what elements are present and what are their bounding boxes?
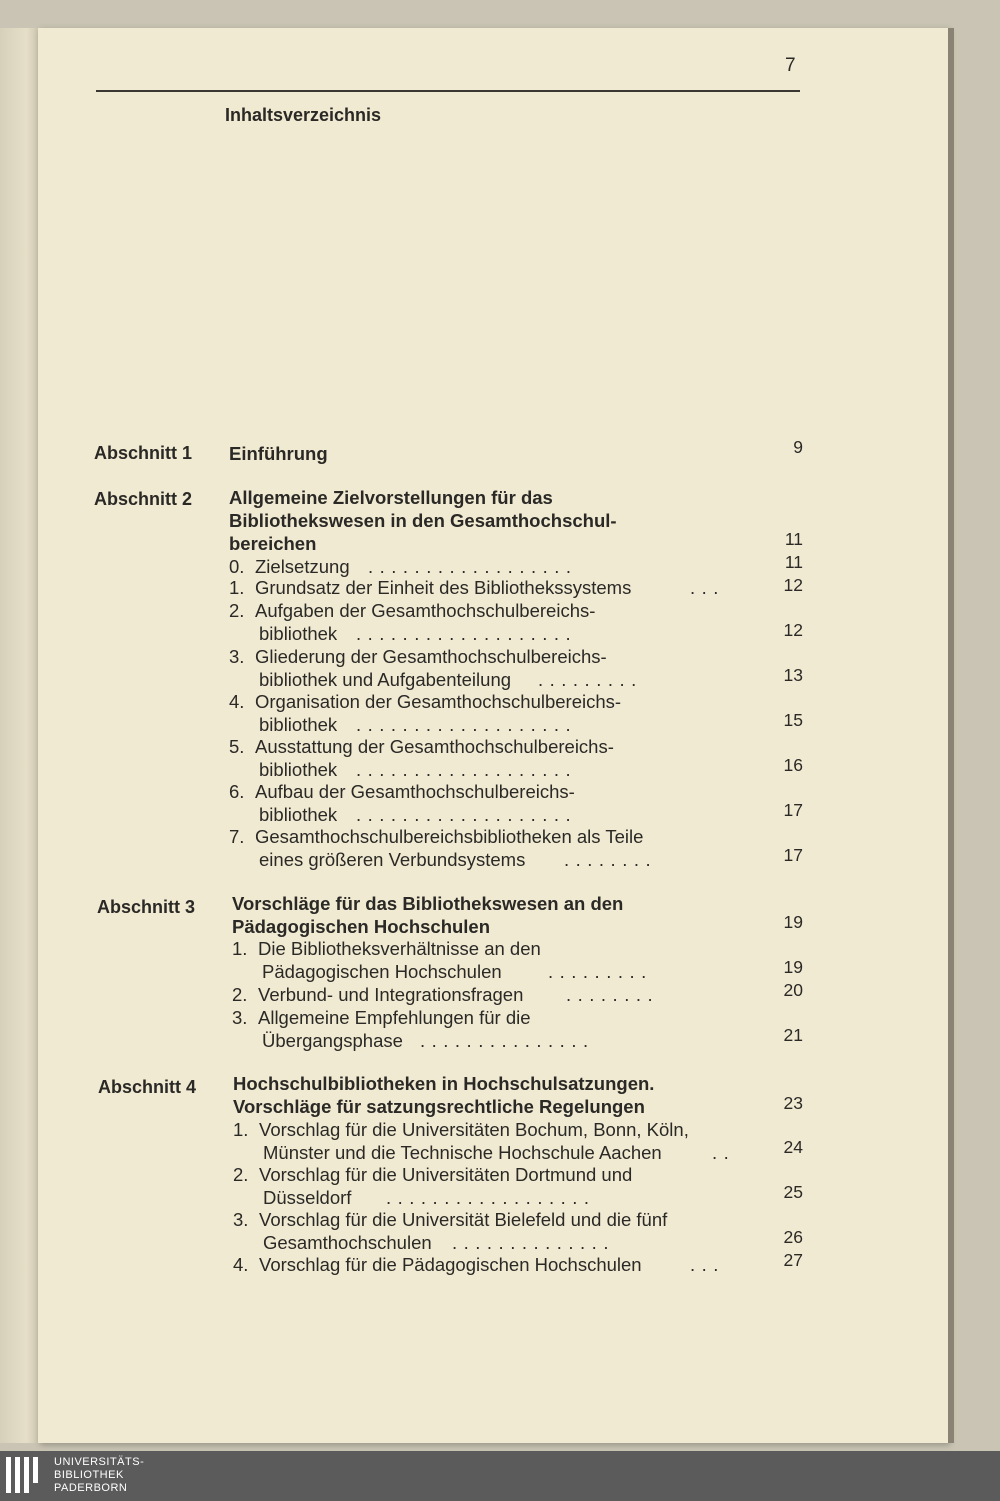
entry-text: bibliothek und Aufgabenteilung: [259, 669, 512, 690]
entry-number: 3.: [229, 646, 245, 667]
section-heading-line: Vorschläge für satzungsrechtliche Regelungen: [233, 1096, 645, 1117]
entry-text: Grundsatz der Einheit des Bibliothekssystems: [255, 577, 632, 598]
section-heading: Einführung: [229, 443, 328, 464]
library-footer-bar: [0, 1451, 1000, 1501]
toc-entry: [232, 937, 541, 960]
section-heading-line: Bibliothekswesen in den Gesamthochschul-: [229, 510, 617, 531]
section-page: 9: [793, 437, 803, 457]
toc-entry: [229, 690, 621, 713]
leader-dots: ...................: [356, 804, 578, 825]
section-heading-line: Allgemeine Zielvorstellungen für das: [229, 487, 553, 508]
library-name-line: PADERBORN: [54, 1482, 128, 1494]
section-page: 19: [783, 912, 803, 932]
entry-text: Gesamthochschulen: [263, 1232, 432, 1253]
toc-entry: [229, 825, 643, 848]
entry-page: 25: [783, 1182, 803, 1202]
entry-text: bibliothek: [259, 714, 338, 735]
entry-text: Münster und die Technische Hochschule Aachen: [263, 1142, 662, 1163]
entry-number: 7.: [229, 826, 245, 847]
entry-page: 20: [783, 980, 803, 1000]
entry-number: 3.: [232, 1007, 248, 1028]
toc-entry: [229, 599, 595, 622]
entry-text: Ausstattung der Gesamthochschulbereichs-: [255, 736, 614, 757]
entry-number: 4.: [233, 1254, 249, 1275]
leader-dots: ........: [566, 984, 660, 1005]
entry-text: Vorschlag für die Universitäten Bochum, Bonn, Köln,: [259, 1119, 689, 1140]
toc-entry: [233, 1253, 642, 1276]
leader-dots: .........: [548, 961, 653, 982]
toc-entry: [229, 576, 631, 599]
entry-text: Pädagogischen Hochschulen: [262, 961, 502, 982]
entry-page: 16: [783, 755, 803, 775]
leader-dots: ..................: [386, 1187, 596, 1208]
entry-text: Organisation der Gesamthochschulbereichs-: [255, 691, 622, 712]
section-page: 23: [783, 1093, 803, 1113]
section-label: Abschnitt 2: [94, 489, 193, 509]
entry-number: 0.: [229, 556, 245, 577]
entry-number: 5.: [229, 736, 245, 757]
entry-text: Vorschlag für die Universitäten Dortmund und: [259, 1164, 633, 1185]
section-page: 11: [784, 529, 803, 549]
entry-number: 4.: [229, 691, 245, 712]
entry-text: Aufgaben der Gesamthochschulbereichs-: [255, 600, 596, 621]
entry-text: Übergangsphase: [262, 1030, 403, 1051]
entry-text: Vorschlag für die Pädagogischen Hochschulen: [259, 1254, 642, 1275]
section-heading-line: bereichen: [229, 533, 317, 554]
section-label: Abschnitt 4: [98, 1077, 197, 1097]
toc-entry: [232, 983, 523, 1006]
leader-dots: ...............: [420, 1030, 595, 1051]
library-name-line: BIBLIOTHEK: [54, 1469, 124, 1481]
leader-dots: ........: [564, 849, 658, 870]
entry-number: 6.: [229, 781, 245, 802]
leader-dots: .........: [538, 669, 643, 690]
entry-number: 1.: [232, 938, 248, 959]
entry-text: bibliothek: [259, 759, 338, 780]
leader-dots: ...................: [356, 759, 578, 780]
leader-dots: ...................: [356, 623, 578, 644]
leader-dots: ...: [690, 1254, 725, 1275]
entry-text: Allgemeine Empfehlungen für die: [258, 1007, 531, 1028]
toc-entry: [229, 645, 607, 668]
header-rule: [96, 90, 800, 92]
entry-page: 13: [783, 665, 803, 685]
toc-entry: [229, 555, 350, 578]
library-name: [54, 1456, 144, 1495]
leader-dots: ..: [712, 1142, 736, 1163]
entry-page: 21: [783, 1025, 803, 1045]
entry-page: 27: [783, 1250, 803, 1270]
entry-page: 17: [783, 800, 803, 820]
entry-page: 24: [783, 1137, 803, 1157]
toc-title: Inhaltsverzeichnis: [225, 105, 382, 125]
entry-page: 19: [783, 957, 803, 977]
leader-dots: ...: [690, 577, 725, 598]
library-logo-icon: [6, 1457, 46, 1495]
entry-number: 2.: [233, 1164, 249, 1185]
entry-page: 15: [783, 710, 803, 730]
toc-entry: [233, 1163, 632, 1186]
entry-page: 12: [783, 575, 803, 595]
toc-entry: [233, 1118, 689, 1141]
entry-text: Aufbau der Gesamthochschulbereichs-: [255, 781, 575, 802]
entry-text: Die Bibliotheksverhältnisse an den: [258, 938, 541, 959]
entry-number: 2.: [232, 984, 248, 1005]
entry-text: Zielsetzung: [255, 556, 350, 577]
section-heading-line: Pädagogischen Hochschulen: [232, 916, 491, 937]
entry-number: 1.: [233, 1119, 249, 1140]
entry-page: 26: [783, 1227, 803, 1247]
entry-page: 11: [784, 552, 803, 572]
section-heading-line: Vorschläge für das Bibliothekswesen an den: [232, 893, 624, 914]
entry-text: bibliothek: [259, 623, 338, 644]
entry-text: Vorschlag für die Universität Bielefeld und die fünf: [259, 1209, 668, 1230]
section-label: Abschnitt 1: [94, 443, 193, 463]
section-heading-line: Hochschulbibliotheken in Hochschulsatzungen.: [233, 1073, 655, 1094]
book-gutter: [0, 28, 38, 1443]
entry-text: eines größeren Verbundsystems: [259, 849, 526, 870]
toc-entry: [233, 1208, 667, 1231]
section-label: Abschnitt 3: [97, 897, 196, 917]
leader-dots: ..............: [452, 1232, 615, 1253]
entry-number: 2.: [229, 600, 245, 621]
entry-text: Gesamthochschulbereichsbibliotheken als Teile: [255, 826, 644, 847]
leader-dots: ..................: [368, 556, 578, 577]
toc-entry: [232, 1006, 531, 1029]
entry-page: 17: [783, 845, 803, 865]
toc-entry: [229, 735, 614, 758]
page-number: 7: [785, 55, 796, 76]
entry-number: 1.: [229, 577, 245, 598]
entry-text: bibliothek: [259, 804, 338, 825]
leader-dots: ...................: [356, 714, 578, 735]
entry-page: 12: [783, 620, 803, 640]
page-right-edge: [948, 28, 954, 1443]
library-name-line: UNIVERSITÄTS-: [54, 1456, 145, 1468]
entry-text: Verbund- und Integrationsfragen: [258, 984, 524, 1005]
entry-text: Gliederung der Gesamthochschulbereichs-: [255, 646, 607, 667]
toc-entry: [229, 780, 575, 803]
entry-text: Düsseldorf: [263, 1187, 352, 1208]
entry-number: 3.: [233, 1209, 249, 1230]
